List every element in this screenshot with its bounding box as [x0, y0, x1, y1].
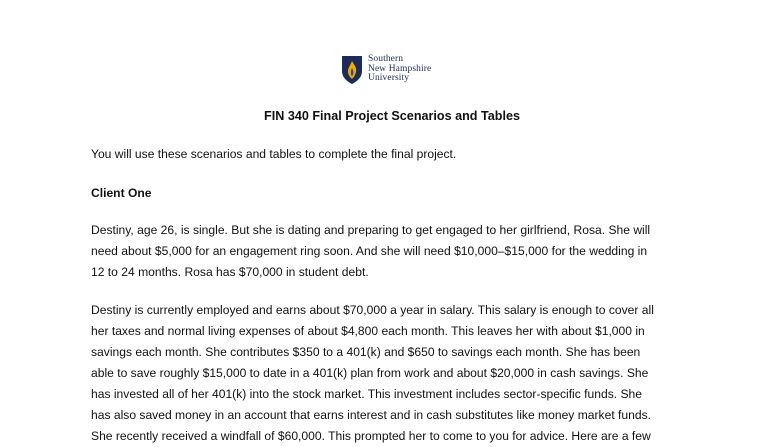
paragraph-1-line: 12 to 24 months. Rosa has $70,000 in student debt.: [91, 265, 369, 279]
paragraph-2-line: has also saved money in an account that earns interest and in cash substitutes like money market funds.: [91, 408, 651, 422]
section-heading: Client One: [91, 186, 152, 200]
paragraph-2-line: able to save roughly $15,000 to date in a 401(k) plan from work and about $20,000 in cash savings. She: [91, 366, 649, 380]
logo-wordmark: [368, 55, 431, 84]
paragraph-1: [91, 220, 711, 283]
logo-line-1: Southern: [368, 54, 404, 64]
paragraph-1-line: need about $5,000 for an engagement ring soon. And she will need $10,000–$15,000 for the wedding in: [91, 244, 648, 258]
logo-line-3: University: [368, 73, 410, 83]
paragraph-2-line: Destiny is currently employed and earns about $70,000 a year in salary. This salary is enough to cover all: [91, 303, 654, 317]
paragraph-2: [91, 300, 711, 447]
shield-flame-icon: [341, 55, 363, 85]
paragraph-2-line: her taxes and normal living expenses of about $4,800 each month. This leaves her with about $1,000 in: [91, 324, 645, 338]
intro-text: You will use these scenarios and tables to complete the final project.: [91, 147, 457, 161]
logo-line-2: New Hampshire: [368, 63, 432, 74]
document-title: FIN 340 Final Project Scenarios and Tables: [264, 109, 520, 123]
university-logo: [341, 55, 431, 85]
paragraph-2-line: has invested all of her 401(k) into the stock market. This investment includes sector-specific funds. She: [91, 387, 642, 401]
paragraph-1-line: Destiny, age 26, is single. But she is dating and preparing to get engaged to her girlfriend, Rosa. She will: [91, 223, 651, 237]
paragraph-2-line: She recently received a windfall of $60,000. This prompted her to come to you for advice. Here are a few: [91, 429, 651, 443]
paragraph-2-line: savings each month. She contributes $350 to a 401(k) and $650 to savings each month. She has been: [91, 345, 641, 359]
